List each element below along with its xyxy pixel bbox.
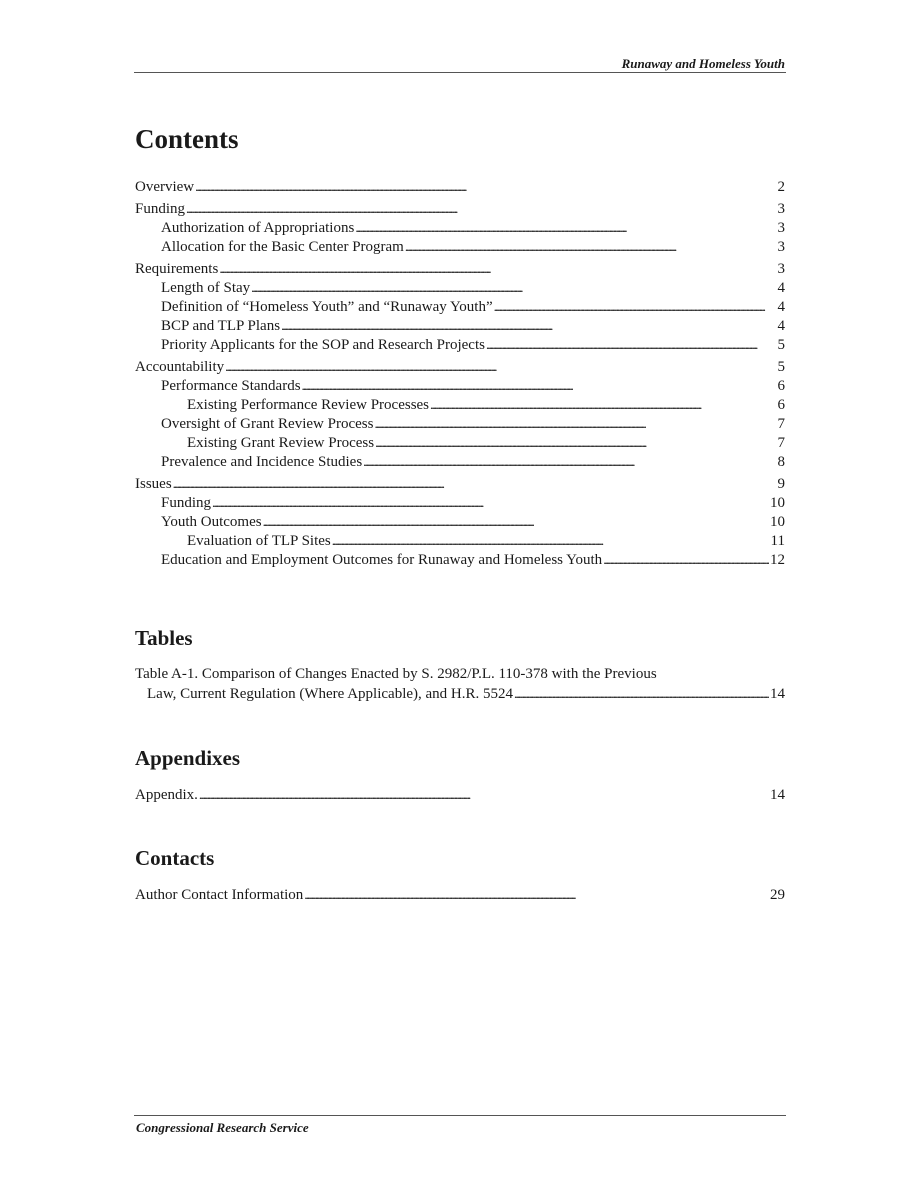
toc-entry[interactable] (135, 885, 785, 904)
toc-entry-title: Existing Performance Review Processes (187, 397, 430, 413)
toc-entry[interactable] (135, 237, 785, 256)
dot-leader (186, 199, 776, 219)
contents-list (135, 177, 785, 569)
dot-leader (281, 316, 776, 336)
toc-entry[interactable] (135, 259, 785, 278)
toc-entry-title: Funding (135, 201, 186, 217)
appendixes-heading: Appendixes (135, 746, 241, 770)
toc-entry-page: 4 (777, 318, 785, 334)
dot-leader (302, 376, 777, 396)
toc-entry-page: 4 (777, 280, 785, 296)
toc-entry-title: Allocation for the Basic Center Program (161, 239, 404, 255)
toc-entry-title: Appendix. (135, 787, 198, 803)
dot-leader (251, 278, 776, 298)
toc-entry-page: 3 (777, 261, 785, 277)
toc-entry-title: Requirements (135, 261, 219, 277)
toc-entry-title: Prevalence and Incidence Studies (161, 454, 363, 470)
toc-entry-page: 14 (770, 686, 785, 702)
toc-entry-title: Priority Applicants for the SOP and Research Projects (161, 337, 485, 353)
toc-entry-title: Youth Outcomes (161, 514, 262, 530)
toc-entry-title: Performance Standards (161, 378, 301, 394)
dot-leader (212, 493, 769, 513)
tables-list (135, 665, 785, 703)
dot-leader (304, 885, 769, 905)
dot-leader (494, 297, 777, 317)
toc-entry[interactable] (135, 665, 785, 703)
toc-entry-title-continued: Law, Current Regulation (Where Applicable), and H.R. 5524 (147, 686, 514, 702)
toc-entry-title: Funding (161, 495, 212, 511)
toc-entry[interactable] (135, 512, 785, 531)
toc-entry-page: 2 (777, 179, 785, 195)
running-header: Runaway and Homeless Youth (621, 56, 785, 71)
appendixes-list (135, 785, 785, 804)
dot-leader (375, 433, 776, 453)
toc-entry-title: Definition of “Homeless Youth” and “Runaway Youth” (161, 299, 493, 315)
toc-entry[interactable] (135, 297, 785, 316)
tables-heading: Tables (135, 626, 193, 650)
dot-leader (514, 684, 769, 704)
toc-entry-page: 14 (770, 787, 785, 803)
toc-entry[interactable] (135, 357, 785, 376)
toc-entry[interactable] (135, 531, 785, 550)
dot-leader (199, 785, 769, 805)
toc-entry-title: BCP and TLP Plans (161, 318, 281, 334)
toc-entry[interactable] (135, 218, 785, 237)
toc-entry-title: Table A-1. Comparison of Changes Enacted by S. 2982/P.L. 110-378 with the Previous (135, 666, 657, 682)
toc-entry-page: 12 (770, 552, 785, 568)
toc-entry-page: 7 (777, 435, 785, 451)
toc-entry-title: Existing Grant Review Process (187, 435, 375, 451)
dot-leader (374, 414, 776, 434)
header-rule (134, 72, 786, 73)
dot-leader (603, 550, 769, 570)
contents-heading: Contents (135, 124, 239, 154)
dot-leader (173, 474, 777, 494)
toc-entry[interactable] (135, 376, 785, 395)
toc-entry-title: Oversight of Grant Review Process (161, 416, 374, 432)
toc-entry[interactable] (135, 785, 785, 804)
toc-entry-title: Education and Employment Outcomes for Runaway and Homeless Youth (161, 552, 603, 568)
toc-entry-page: 5 (777, 337, 785, 353)
dot-leader (195, 177, 776, 197)
toc-entry[interactable] (135, 278, 785, 297)
toc-entry-title: Issues (135, 476, 172, 492)
toc-entry-title: Evaluation of TLP Sites (187, 533, 331, 549)
toc-entry[interactable] (135, 433, 785, 452)
toc-entry[interactable] (135, 395, 785, 414)
toc-entry[interactable] (135, 316, 785, 335)
toc-entry[interactable] (135, 414, 785, 433)
toc-entry[interactable] (135, 177, 785, 196)
dot-leader (430, 395, 776, 415)
dot-leader (219, 259, 776, 279)
toc-entry-page: 5 (777, 359, 785, 375)
toc-entry[interactable] (135, 452, 785, 471)
toc-entry[interactable] (135, 550, 785, 569)
toc-entry-page: 11 (770, 533, 785, 549)
toc-entry-page: 8 (777, 454, 785, 470)
toc-entry-title: Length of Stay (161, 280, 251, 296)
toc-entry-page: 10 (770, 495, 785, 511)
contacts-heading: Contacts (135, 846, 215, 870)
toc-entry-page: 9 (777, 476, 785, 492)
dot-leader (363, 452, 776, 472)
toc-entry-page: 6 (777, 378, 785, 394)
dot-leader (355, 218, 776, 238)
contacts-list (135, 885, 785, 904)
toc-entry-title: Accountability (135, 359, 225, 375)
toc-entry-page: 6 (777, 397, 785, 413)
dot-leader (263, 512, 769, 532)
toc-entry-title: Authorization of Appropriations (161, 220, 355, 236)
toc-entry-page: 10 (770, 514, 785, 530)
dot-leader (332, 531, 770, 551)
dot-leader (486, 335, 777, 355)
toc-entry-page: 29 (770, 887, 785, 903)
toc-entry-page: 3 (777, 220, 785, 236)
toc-entry[interactable] (135, 493, 785, 512)
footer-rule (134, 1115, 786, 1116)
toc-entry-page: 4 (777, 299, 785, 315)
running-footer: Congressional Research Service (136, 1120, 309, 1135)
dot-leader (405, 237, 777, 257)
toc-entry-page: 3 (777, 239, 785, 255)
dot-leader (225, 357, 776, 377)
toc-entry[interactable] (135, 474, 785, 493)
toc-entry-title: Author Contact Information (135, 887, 304, 903)
toc-entry-page: 3 (777, 201, 785, 217)
toc-entry[interactable] (135, 335, 785, 354)
toc-entry[interactable] (135, 199, 785, 218)
toc-entry-title: Overview (135, 179, 195, 195)
toc-entry-page: 7 (777, 416, 785, 432)
